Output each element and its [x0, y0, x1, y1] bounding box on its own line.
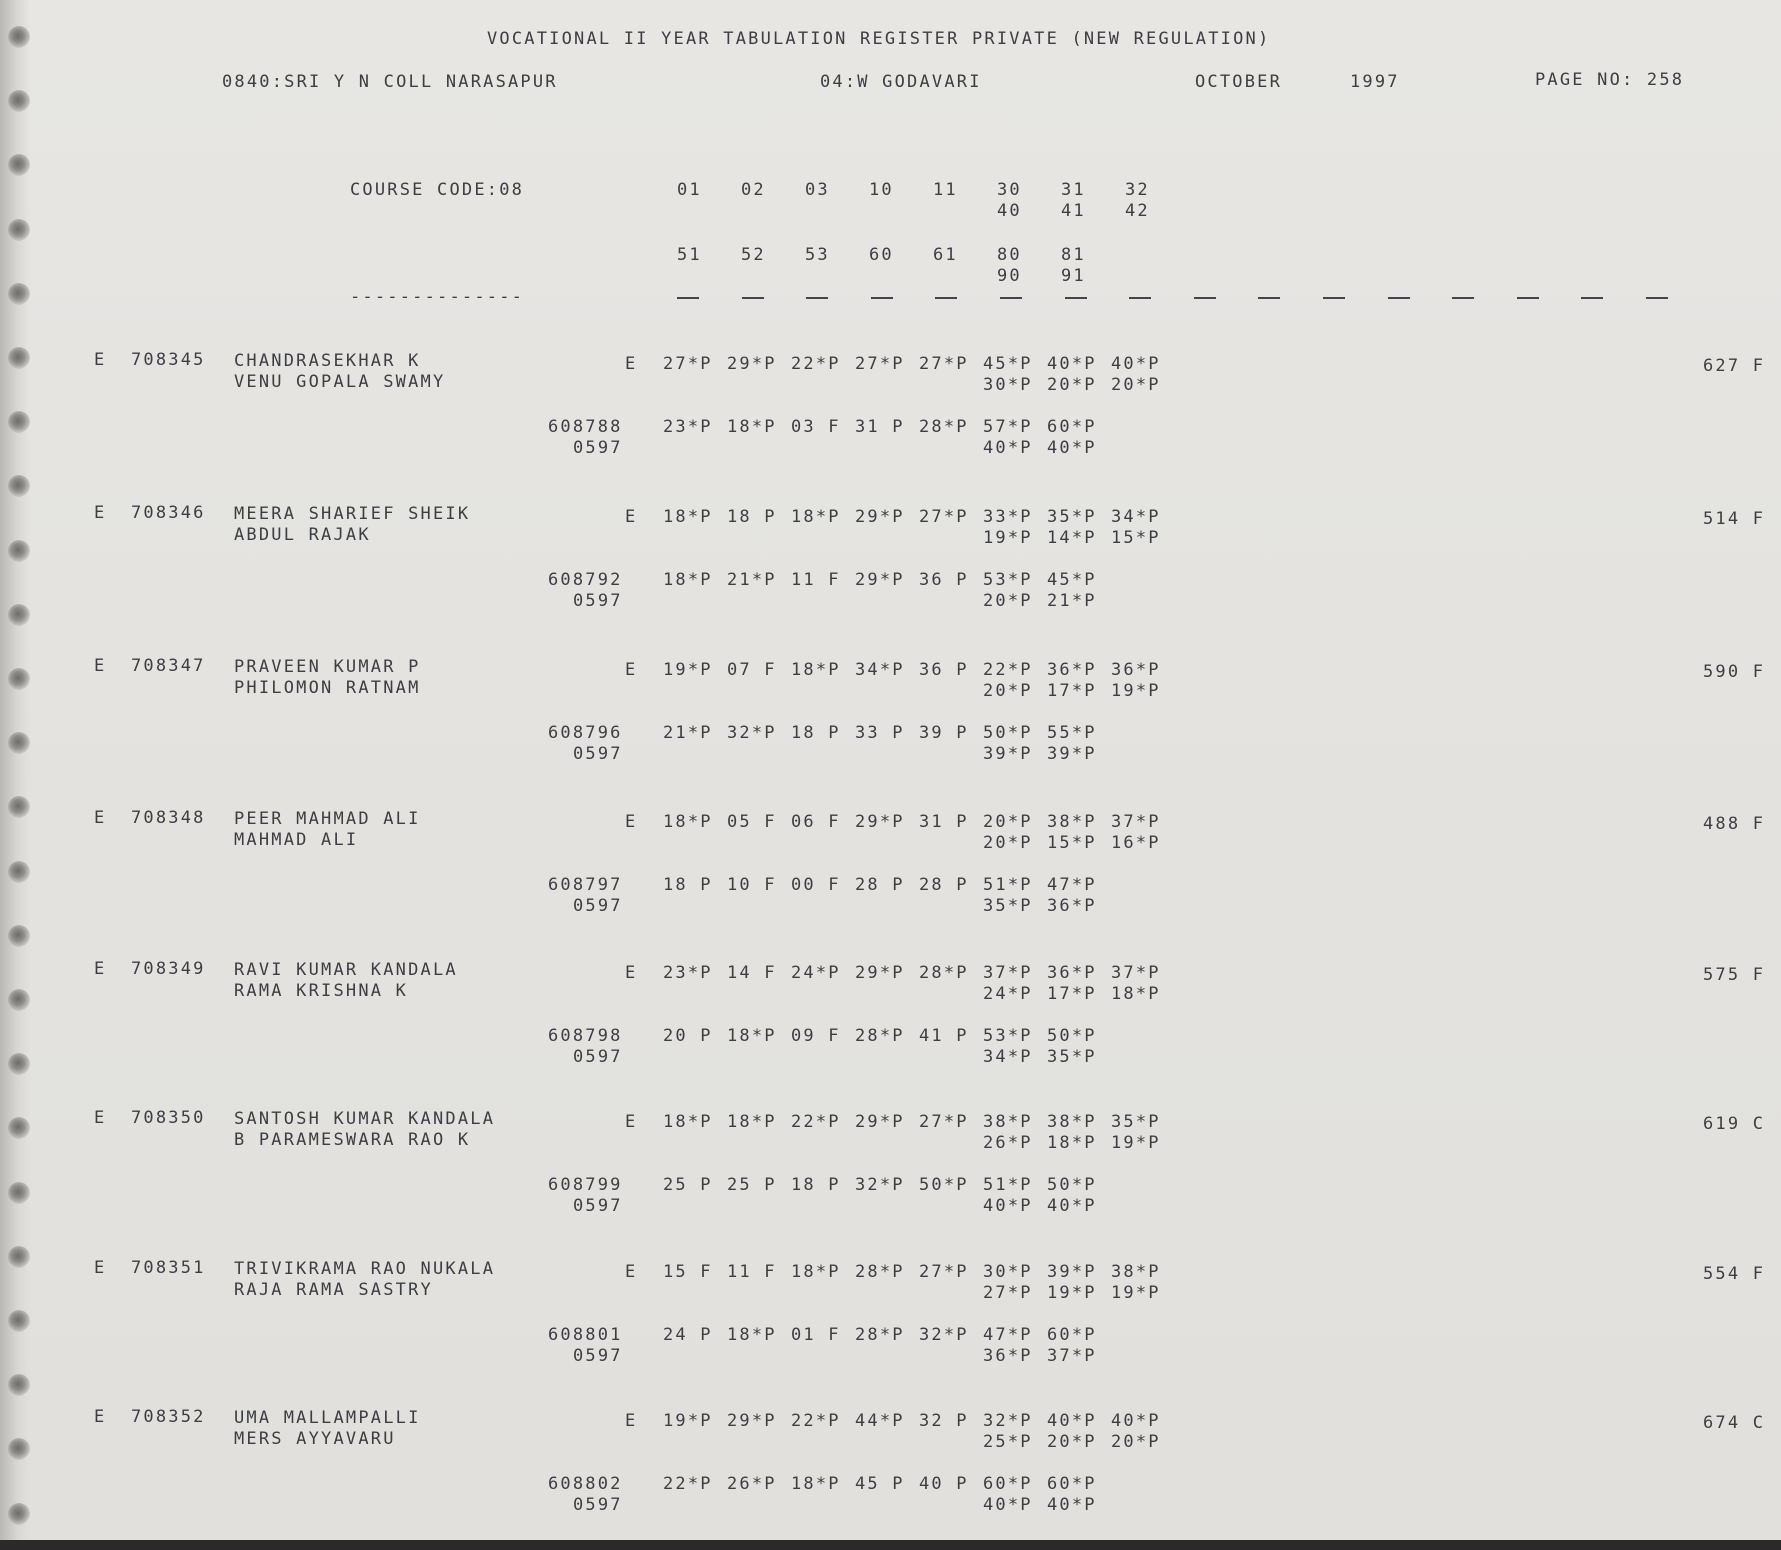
subject-code: 31 [1061, 180, 1086, 200]
subject-mark: 36*P [1047, 963, 1097, 983]
center-code: 0597 [573, 744, 623, 764]
subject-code: 51 [677, 245, 702, 265]
subject-mark: 09 F [791, 1026, 841, 1046]
subject-mark: 16*P [1111, 833, 1161, 853]
subject-mark: 28*P [919, 417, 969, 437]
subject-mark: 40*P [983, 1495, 1033, 1515]
subject-mark: 19*P [1047, 1283, 1097, 1303]
subject-mark: 20*P [1047, 375, 1097, 395]
subject-code: 01 [677, 180, 702, 200]
district-name: 04:W GODAVARI [820, 72, 982, 92]
subject-mark: 37*P [1111, 963, 1161, 983]
subject-mark: 34*P [983, 1047, 1033, 1067]
college-name: 0840:SRI Y N COLL NARASAPUR [222, 72, 558, 92]
subject-mark: 38*P [1047, 1112, 1097, 1132]
subject-code: 60 [869, 245, 894, 265]
student-record [0, 654, 1781, 794]
subject-mark: 55*P [1047, 723, 1097, 743]
column-dash [935, 297, 957, 299]
subject-code: 41 [1061, 201, 1086, 221]
sprocket-hole [8, 26, 30, 48]
subject-mark: 51*P [983, 875, 1033, 895]
student-record [0, 501, 1781, 641]
subject-mark: 20*P [983, 591, 1033, 611]
student-name: PRAVEEN KUMAR P [234, 657, 421, 677]
total-marks: 575 F [1703, 965, 1766, 985]
previous-roll: 608797 [548, 875, 623, 895]
subject-mark: 18*P [663, 812, 713, 832]
subject-mark: 18 P [727, 507, 777, 527]
subject-mark: 40*P [1047, 1196, 1097, 1216]
record-flag: E [94, 1258, 107, 1278]
subject-mark: 29*P [855, 812, 905, 832]
subject-mark: 00 F [791, 875, 841, 895]
subject-mark: 21*P [727, 570, 777, 590]
subject-mark: 15*P [1111, 528, 1161, 548]
subject-mark: 32*P [983, 1411, 1033, 1431]
medium-code: E [625, 963, 638, 983]
subject-mark: 19*P [983, 528, 1033, 548]
subject-mark: 41 P [919, 1026, 969, 1046]
subject-mark: 33*P [983, 507, 1033, 527]
subject-mark: 40*P [1047, 438, 1097, 458]
subject-mark: 25 P [663, 1175, 713, 1195]
subject-mark: 27*P [919, 1262, 969, 1282]
subject-mark: 22*P [791, 1411, 841, 1431]
record-flag: E [94, 350, 107, 370]
subject-mark: 20*P [1047, 1432, 1097, 1452]
subject-mark: 18*P [727, 1325, 777, 1345]
roll-number: 708351 [131, 1258, 206, 1278]
subject-mark: 34*P [1111, 507, 1161, 527]
column-dash [1194, 297, 1216, 299]
subject-mark: 11 F [791, 570, 841, 590]
subject-mark: 18*P [1111, 984, 1161, 1004]
medium-code: E [625, 1262, 638, 1282]
subject-mark: 19*P [1111, 681, 1161, 701]
subject-mark: 32 P [919, 1411, 969, 1431]
total-marks: 674 C [1703, 1413, 1766, 1433]
subject-mark: 11 F [727, 1262, 777, 1282]
subject-mark: 18*P [727, 1112, 777, 1132]
record-flag: E [94, 959, 107, 979]
parent-name: B PARAMESWARA RAO K [234, 1130, 471, 1150]
student-record [0, 348, 1781, 488]
subject-mark: 19*P [1111, 1133, 1161, 1153]
subject-mark: 17*P [1047, 984, 1097, 1004]
subject-mark: 44*P [855, 1411, 905, 1431]
center-code: 0597 [573, 438, 623, 458]
subject-mark: 40*P [1047, 1411, 1097, 1431]
column-dash [1388, 297, 1410, 299]
subject-code: 03 [805, 180, 830, 200]
roll-number: 708347 [131, 656, 206, 676]
subject-code: 80 [997, 245, 1022, 265]
parent-name: ABDUL RAJAK [234, 525, 371, 545]
roll-number: 708348 [131, 808, 206, 828]
subject-mark: 50*P [983, 723, 1033, 743]
subject-mark: 29*P [727, 354, 777, 374]
center-code: 0597 [573, 1346, 623, 1366]
subject-mark: 33 P [855, 723, 905, 743]
student-name: RAVI KUMAR KANDALA [234, 960, 458, 980]
subject-code: 53 [805, 245, 830, 265]
subject-mark: 40*P [1047, 354, 1097, 374]
subject-mark: 23*P [663, 417, 713, 437]
subject-mark: 25*P [983, 1432, 1033, 1452]
subject-mark: 38*P [1111, 1262, 1161, 1282]
record-flag: E [94, 503, 107, 523]
subject-mark: 37*P [1047, 1346, 1097, 1366]
subject-mark: 38*P [1047, 812, 1097, 832]
subject-mark: 37*P [1111, 812, 1161, 832]
total-marks: 590 F [1703, 662, 1766, 682]
roll-number: 708345 [131, 350, 206, 370]
subject-mark: 47*P [1047, 875, 1097, 895]
subject-code: 52 [741, 245, 766, 265]
subject-mark: 22*P [983, 660, 1033, 680]
subject-code: 90 [997, 266, 1022, 286]
subject-mark: 50*P [1047, 1175, 1097, 1195]
subject-mark: 18*P [791, 660, 841, 680]
column-dash [806, 297, 828, 299]
subject-mark: 23*P [663, 963, 713, 983]
subject-mark: 18 P [791, 1175, 841, 1195]
subject-mark: 27*P [919, 507, 969, 527]
subject-mark: 20*P [1111, 375, 1161, 395]
subject-mark: 10 F [727, 875, 777, 895]
subject-mark: 38*P [983, 1112, 1033, 1132]
subject-mark: 06 F [791, 812, 841, 832]
subject-code: 02 [741, 180, 766, 200]
subject-mark: 40 P [919, 1474, 969, 1494]
column-dash [871, 297, 893, 299]
column-dash [1581, 297, 1603, 299]
subject-mark: 21*P [1047, 591, 1097, 611]
column-dash [1129, 297, 1151, 299]
parent-name: VENU GOPALA SWAMY [234, 372, 446, 392]
subject-mark: 53*P [983, 570, 1033, 590]
student-name: CHANDRASEKHAR K [234, 351, 421, 371]
record-flag: E [94, 808, 107, 828]
subject-mark: 17*P [1047, 681, 1097, 701]
student-name: UMA MALLAMPALLI [234, 1408, 421, 1428]
subject-mark: 32*P [855, 1175, 905, 1195]
subject-mark: 29*P [855, 963, 905, 983]
roll-number: 708352 [131, 1407, 206, 1427]
subject-mark: 18*P [663, 507, 713, 527]
medium-code: E [625, 812, 638, 832]
parent-name: MAHMAD ALI [234, 830, 359, 850]
subject-mark: 26*P [727, 1474, 777, 1494]
total-marks: 488 F [1703, 814, 1766, 834]
subject-mark: 27*P [855, 354, 905, 374]
subject-mark: 27*P [663, 354, 713, 374]
subject-mark: 35*P [1111, 1112, 1161, 1132]
subject-mark: 20*P [983, 833, 1033, 853]
subject-mark: 29*P [855, 507, 905, 527]
roll-number: 708346 [131, 503, 206, 523]
roll-number: 708350 [131, 1108, 206, 1128]
subject-mark: 28 P [855, 875, 905, 895]
previous-roll: 608798 [548, 1026, 623, 1046]
course-underline: -------------- [350, 287, 525, 307]
subject-mark: 36 P [919, 660, 969, 680]
student-name: MEERA SHARIEF SHEIK [234, 504, 471, 524]
subject-mark: 40*P [1111, 354, 1161, 374]
subject-code: 10 [869, 180, 894, 200]
column-dash [1646, 297, 1668, 299]
subject-mark: 29*P [855, 570, 905, 590]
subject-mark: 40*P [1111, 1411, 1161, 1431]
subject-mark: 27*P [919, 1112, 969, 1132]
student-record [0, 806, 1781, 946]
total-marks: 514 F [1703, 509, 1766, 529]
subject-mark: 22*P [791, 1112, 841, 1132]
subject-mark: 18*P [727, 417, 777, 437]
subject-mark: 53*P [983, 1026, 1033, 1046]
center-code: 0597 [573, 1047, 623, 1067]
subject-mark: 51*P [983, 1175, 1033, 1195]
subject-mark: 27*P [919, 354, 969, 374]
subject-mark: 07 F [727, 660, 777, 680]
subject-mark: 40*P [1047, 1495, 1097, 1515]
medium-code: E [625, 1112, 638, 1132]
subject-mark: 47*P [983, 1325, 1033, 1345]
record-flag: E [94, 656, 107, 676]
student-record [0, 957, 1781, 1097]
subject-code: 81 [1061, 245, 1086, 265]
subject-mark: 28 P [919, 875, 969, 895]
exam-month: OCTOBER [1195, 72, 1283, 92]
subject-mark: 18*P [791, 1474, 841, 1494]
previous-roll: 608801 [548, 1325, 623, 1345]
subject-mark: 19*P [1111, 1283, 1161, 1303]
subject-mark: 40*P [983, 438, 1033, 458]
subject-mark: 32*P [919, 1325, 969, 1345]
subject-mark: 60*P [1047, 1474, 1097, 1494]
center-code: 0597 [573, 896, 623, 916]
center-code: 0597 [573, 591, 623, 611]
subject-code: 91 [1061, 266, 1086, 286]
subject-mark: 29*P [855, 1112, 905, 1132]
subject-mark: 57*P [983, 417, 1033, 437]
subject-code: 42 [1125, 201, 1150, 221]
subject-mark: 30*P [983, 375, 1033, 395]
previous-roll: 608802 [548, 1474, 623, 1494]
subject-mark: 28*P [855, 1262, 905, 1282]
subject-mark: 28*P [855, 1026, 905, 1046]
subject-code: 61 [933, 245, 958, 265]
subject-mark: 32*P [727, 723, 777, 743]
column-dash [1065, 297, 1087, 299]
column-dash [1452, 297, 1474, 299]
sprocket-hole [8, 219, 30, 241]
subject-mark: 45 P [855, 1474, 905, 1494]
column-dash [677, 297, 699, 299]
subject-mark: 15 F [663, 1262, 713, 1282]
total-marks: 554 F [1703, 1264, 1766, 1284]
total-marks: 619 C [1703, 1114, 1766, 1134]
subject-mark: 20 P [663, 1026, 713, 1046]
student-name: PEER MAHMAD ALI [234, 809, 421, 829]
subject-code: 11 [933, 180, 958, 200]
page-number: PAGE NO: 258 [1535, 70, 1685, 90]
subject-mark: 18*P [791, 507, 841, 527]
subject-mark: 36*P [983, 1346, 1033, 1366]
column-dash [1258, 297, 1280, 299]
parent-name: RAMA KRISHNA K [234, 981, 409, 1001]
subject-mark: 22*P [791, 354, 841, 374]
student-name: SANTOSH KUMAR KANDALA [234, 1109, 496, 1129]
medium-code: E [625, 660, 638, 680]
subject-mark: 60*P [1047, 417, 1097, 437]
subject-mark: 20*P [1111, 1432, 1161, 1452]
subject-mark: 60*P [983, 1474, 1033, 1494]
subject-mark: 39*P [1047, 1262, 1097, 1282]
subject-mark: 31 P [855, 417, 905, 437]
subject-mark: 15*P [1047, 833, 1097, 853]
subject-mark: 39*P [983, 744, 1033, 764]
previous-roll: 608799 [548, 1175, 623, 1195]
subject-mark: 36*P [1047, 660, 1097, 680]
record-flag: E [94, 1108, 107, 1128]
subject-mark: 30*P [983, 1262, 1033, 1282]
column-dash [1517, 297, 1539, 299]
parent-name: PHILOMON RATNAM [234, 678, 421, 698]
subject-mark: 28*P [855, 1325, 905, 1345]
student-record [0, 1106, 1781, 1246]
medium-code: E [625, 507, 638, 527]
subject-mark: 60*P [1047, 1325, 1097, 1345]
subject-mark: 14 F [727, 963, 777, 983]
subject-mark: 50*P [1047, 1026, 1097, 1046]
subject-code: 40 [997, 201, 1022, 221]
subject-mark: 21*P [663, 723, 713, 743]
record-flag: E [94, 1407, 107, 1427]
subject-mark: 20*P [983, 812, 1033, 832]
subject-mark: 22*P [663, 1474, 713, 1494]
subject-mark: 34*P [855, 660, 905, 680]
subject-mark: 19*P [663, 660, 713, 680]
total-marks: 627 F [1703, 356, 1766, 376]
previous-roll: 608796 [548, 723, 623, 743]
medium-code: E [625, 354, 638, 374]
student-name: TRIVIKRAMA RAO NUKALA [234, 1259, 496, 1279]
subject-mark: 18*P [663, 1112, 713, 1132]
subject-mark: 20*P [983, 681, 1033, 701]
column-dash [1323, 297, 1345, 299]
subject-mark: 24 P [663, 1325, 713, 1345]
subject-mark: 31 P [919, 812, 969, 832]
center-code: 0597 [573, 1196, 623, 1216]
subject-code: 32 [1125, 180, 1150, 200]
previous-roll: 608792 [548, 570, 623, 590]
subject-mark: 39*P [1047, 744, 1097, 764]
subject-mark: 37*P [983, 963, 1033, 983]
subject-mark: 36 P [919, 570, 969, 590]
subject-mark: 36*P [1047, 896, 1097, 916]
subject-mark: 18*P [791, 1262, 841, 1282]
subject-mark: 36*P [1111, 660, 1161, 680]
subject-mark: 18 P [663, 875, 713, 895]
subject-mark: 39 P [919, 723, 969, 743]
sprocket-hole [8, 283, 30, 305]
subject-mark: 25 P [727, 1175, 777, 1195]
subject-mark: 18*P [727, 1026, 777, 1046]
subject-mark: 40*P [983, 1196, 1033, 1216]
subject-mark: 26*P [983, 1133, 1033, 1153]
subject-mark: 03 F [791, 417, 841, 437]
course-code: COURSE CODE:08 [350, 180, 525, 200]
subject-mark: 18 P [791, 723, 841, 743]
subject-mark: 05 F [727, 812, 777, 832]
previous-roll: 608788 [548, 417, 623, 437]
column-dash [742, 297, 764, 299]
subject-mark: 18*P [1047, 1133, 1097, 1153]
medium-code: E [625, 1411, 638, 1431]
subject-mark: 50*P [919, 1175, 969, 1195]
subject-mark: 29*P [727, 1411, 777, 1431]
subject-mark: 27*P [983, 1283, 1033, 1303]
student-record [0, 1405, 1781, 1545]
page-bottom-edge [0, 1540, 1781, 1550]
register-title: VOCATIONAL II YEAR TABULATION REGISTER PRIVATE (NEW REGULATION) [487, 29, 1271, 49]
subject-mark: 24*P [791, 963, 841, 983]
subject-mark: 28*P [919, 963, 969, 983]
subject-mark: 35*P [1047, 1047, 1097, 1067]
subject-mark: 45*P [1047, 570, 1097, 590]
subject-code: 30 [997, 180, 1022, 200]
roll-number: 708349 [131, 959, 206, 979]
center-code: 0597 [573, 1495, 623, 1515]
subject-mark: 45*P [983, 354, 1033, 374]
exam-year: 1997 [1350, 72, 1400, 92]
parent-name: MERS AYYAVARU [234, 1429, 396, 1449]
subject-mark: 01 F [791, 1325, 841, 1345]
subject-mark: 19*P [663, 1411, 713, 1431]
student-record [0, 1256, 1781, 1396]
parent-name: RAJA RAMA SASTRY [234, 1280, 433, 1300]
column-dash [1000, 297, 1022, 299]
subject-mark: 18*P [663, 570, 713, 590]
subject-mark: 35*P [1047, 507, 1097, 527]
subject-mark: 14*P [1047, 528, 1097, 548]
subject-mark: 24*P [983, 984, 1033, 1004]
subject-mark: 35*P [983, 896, 1033, 916]
